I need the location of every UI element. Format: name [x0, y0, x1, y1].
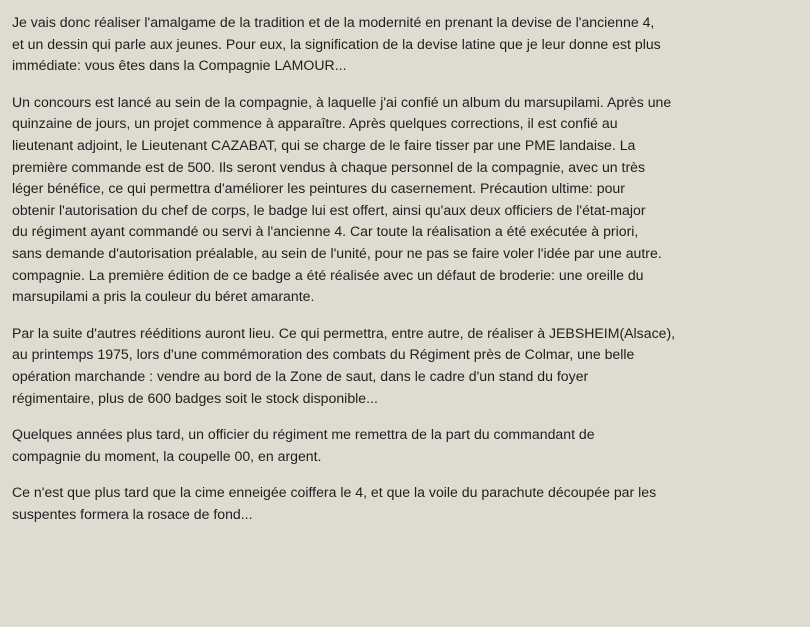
- text-line: sans demande d'autorisation préalable, au sein de l'unité, pour ne pas se faire voler l'idée par une autre.: [12, 244, 662, 261]
- text-line: marsupilami a pris la couleur du béret amarante.: [12, 288, 315, 305]
- text-line: immédiate: vous êtes dans la Compagnie LAMOUR...: [12, 57, 347, 74]
- text-line: léger bénéfice, ce qui permettra d'améliorer les peintures du casernement. Précaution ultime: pour: [12, 180, 625, 197]
- text-line: obtenir l'autorisation du chef de corps, le badge lui est offert, ainsi qu'aux deux officiers de l'état-major: [12, 201, 646, 218]
- text-line: au printemps 1975, lors d'une commémoration des combats du Régiment près de Colmar, une belle: [12, 346, 635, 363]
- text-line: Je vais donc réaliser l'amalgame de la tradition et de la modernité en prenant la devise de l'ancienne 4,: [12, 14, 655, 30]
- paragraph-amalgame: [12, 12, 800, 77]
- text-line: du régiment ayant commandé ou servi à l'ancienne 4. Car toute la réalisation a été exécutée à priori,: [12, 223, 639, 240]
- text-line: Par la suite d'autres rééditions auront lieu. Ce qui permettra, entre autre, de réaliser à JEBSHEIM(Alsace),: [12, 324, 676, 341]
- text-line: suspentes formera la rosace de fond...: [12, 505, 253, 522]
- paragraph-rosace: [12, 482, 800, 525]
- text-line: opération marchande : vendre au bord de la Zone de saut, dans le cadre d'un stand du foyer: [12, 367, 589, 384]
- text-line: compagnie. La première édition de ce badge a été réalisée avec un défaut de broderie: une oreille du: [12, 266, 644, 283]
- text-line: Ce n'est que plus tard que la cime enneigée coiffera le 4, et que la voile du parachute découpée par les: [12, 484, 657, 501]
- paragraph-concours: [12, 92, 800, 308]
- text-line: compagnie du moment, la coupelle 00, en argent.: [12, 447, 322, 464]
- paragraph-coupelle: [12, 424, 800, 467]
- text-line: Quelques années plus tard, un officier du régiment me remettra de la part du commandant de: [12, 426, 595, 443]
- text-line: et un dessin qui parle aux jeunes. Pour eux, la signification de la devise latine que je leur donne est plus: [12, 35, 661, 52]
- text-line: première commande est de 500. Ils seront vendus à chaque personnel de la compagnie, avec un très: [12, 158, 646, 175]
- text-line: lieutenant adjoint, le Lieutenant CAZABAT, qui se charge de le faire tisser par une PME landaise. La: [12, 136, 636, 153]
- text-line: quinzaine de jours, un projet commence à apparaître. Après quelques corrections, il est confié au: [12, 115, 618, 132]
- paragraph-reeditions: [12, 323, 800, 409]
- text-line: Un concours est lancé au sein de la compagnie, à laquelle j'ai confié un album du marsupilami. Après une: [12, 93, 672, 110]
- text-line: régimentaire, plus de 600 badges soit le stock disponible...: [12, 389, 378, 406]
